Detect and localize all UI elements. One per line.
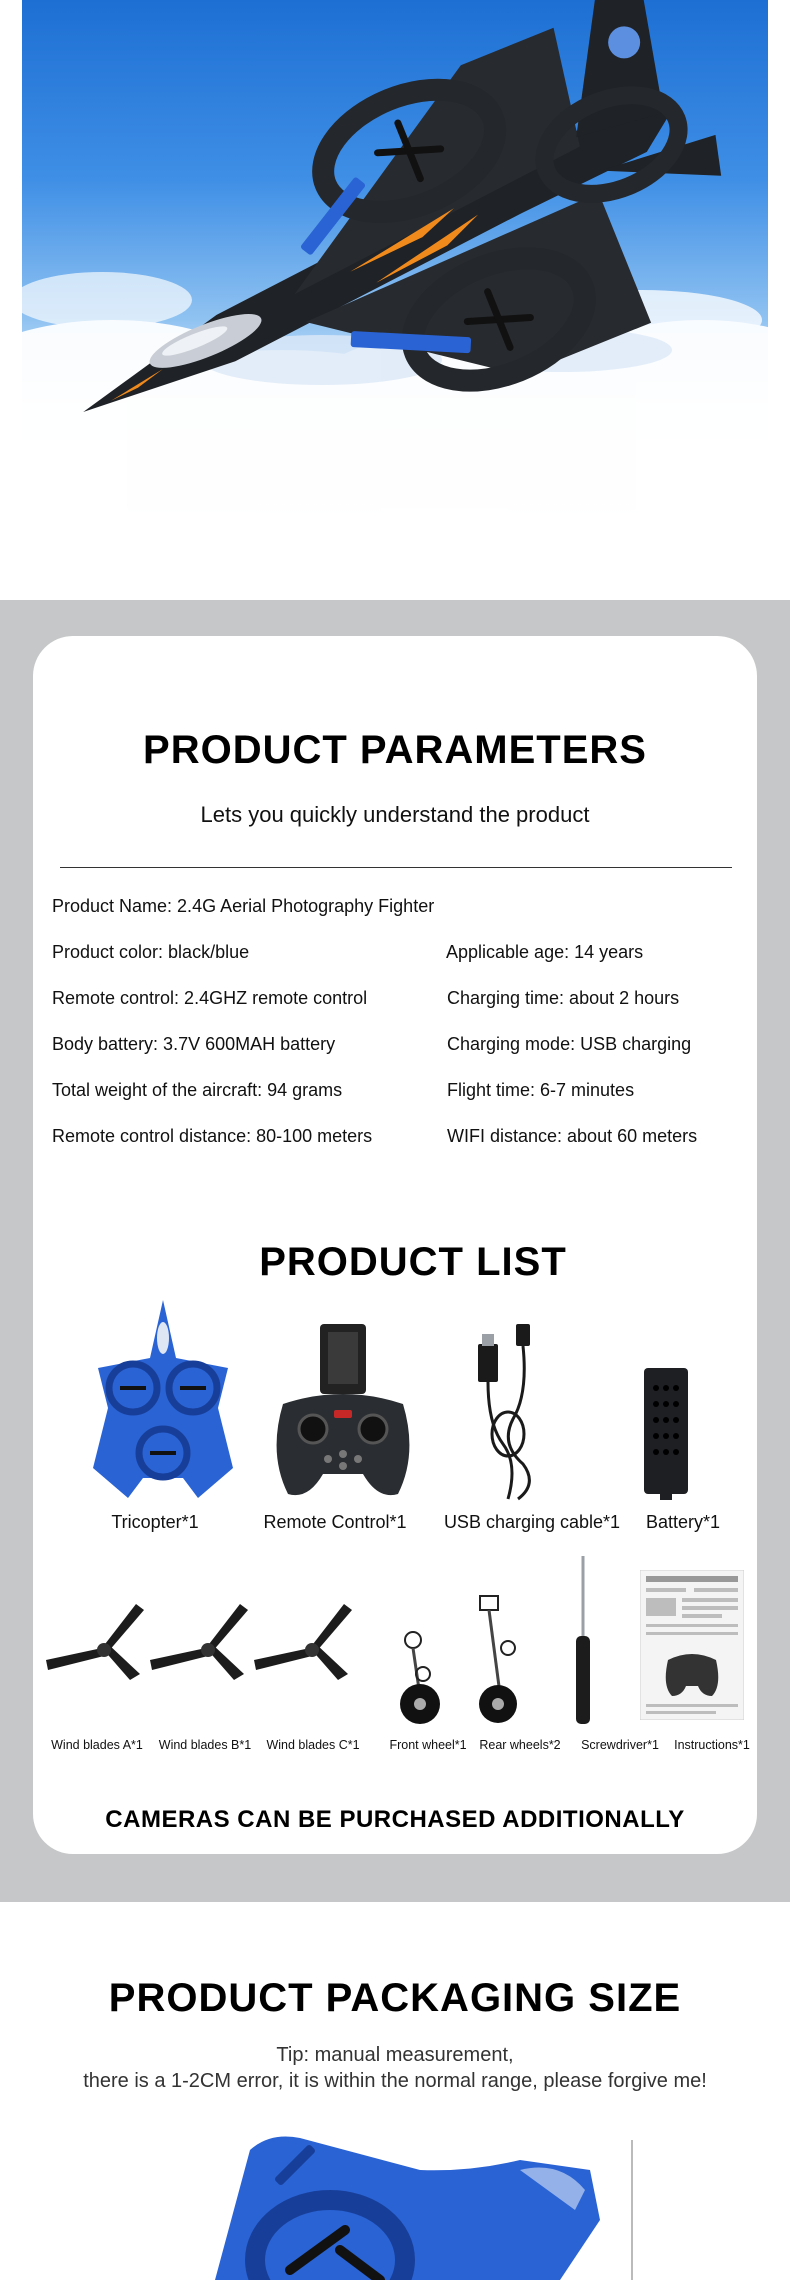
parameters-title: PRODUCT PARAMETERS — [143, 728, 647, 772]
param-product-name: Product Name: 2.4G Aerial Photography Fighter — [52, 896, 435, 916]
item-label: USB charging cable*1 — [443, 1512, 621, 1532]
battery-icon — [644, 1368, 688, 1500]
packaging-tip-line1: Tip: manual measurement, — [276, 2044, 514, 2066]
cameras-note: CAMERAS CAN BE PURCHASED ADDITIONALLY — [105, 1806, 685, 1833]
packaging-image — [0, 2130, 790, 2280]
instructions-icon — [640, 1570, 744, 1720]
accessory-label: Instructions*1 — [674, 1738, 750, 1752]
packaging-title: PRODUCT PACKAGING SIZE — [108, 1976, 682, 2020]
item-label: Tricopter*1 — [111, 1512, 199, 1532]
fighter-drone-over-clouds-icon — [22, 0, 768, 514]
param-right: Charging mode: USB charging — [447, 1034, 692, 1054]
remote-control-icon — [268, 1324, 418, 1500]
accessory-label: Rear wheels*2 — [479, 1738, 561, 1752]
param-left: Total weight of the aircraft: 94 grams — [52, 1080, 343, 1100]
accessory-label: Wind blades A*1 — [51, 1738, 143, 1752]
usb-cable-icon — [468, 1324, 548, 1502]
accessory-label: Wind blades B*1 — [158, 1738, 252, 1752]
accessory-label: Front wheel*1 — [389, 1738, 467, 1752]
screwdriver-icon — [568, 1556, 598, 1726]
blue-drone-icon — [88, 1298, 238, 1504]
item-label: Remote Control*1 — [263, 1512, 407, 1532]
accessory-label: Screwdriver*1 — [581, 1738, 659, 1752]
param-left: Remote control: 2.4GHZ remote control — [52, 988, 368, 1008]
param-left: Body battery: 3.7V 600MAH battery — [52, 1034, 336, 1054]
divider — [60, 867, 732, 868]
param-left: Remote control distance: 80-100 meters — [52, 1126, 373, 1146]
front-wheel-icon — [398, 1626, 448, 1726]
param-right: Charging time: about 2 hours — [447, 988, 680, 1008]
packaging-tip-line2: there is a 1-2CM error, it is within the normal range, please forgive me! — [83, 2070, 707, 2092]
parameters-subtitle: Lets you quickly understand the product — [200, 802, 590, 827]
param-right: Flight time: 6-7 minutes — [447, 1080, 635, 1100]
propeller-icon — [46, 1604, 158, 1684]
param-right: WIFI distance: about 60 meters — [447, 1126, 698, 1146]
param-left: Product color: black/blue — [52, 942, 250, 962]
blue-drone-icon — [0, 2130, 790, 2280]
propeller-icon — [254, 1604, 366, 1684]
param-right: Applicable age: 14 years — [446, 942, 644, 962]
propeller-icon — [150, 1604, 262, 1684]
accessory-label: Wind blades C*1 — [266, 1738, 360, 1752]
item-label: Battery*1 — [645, 1512, 721, 1532]
product-list-title: PRODUCT LIST — [259, 1240, 567, 1284]
rear-wheel-icon — [472, 1594, 532, 1726]
hero-image — [22, 0, 768, 514]
